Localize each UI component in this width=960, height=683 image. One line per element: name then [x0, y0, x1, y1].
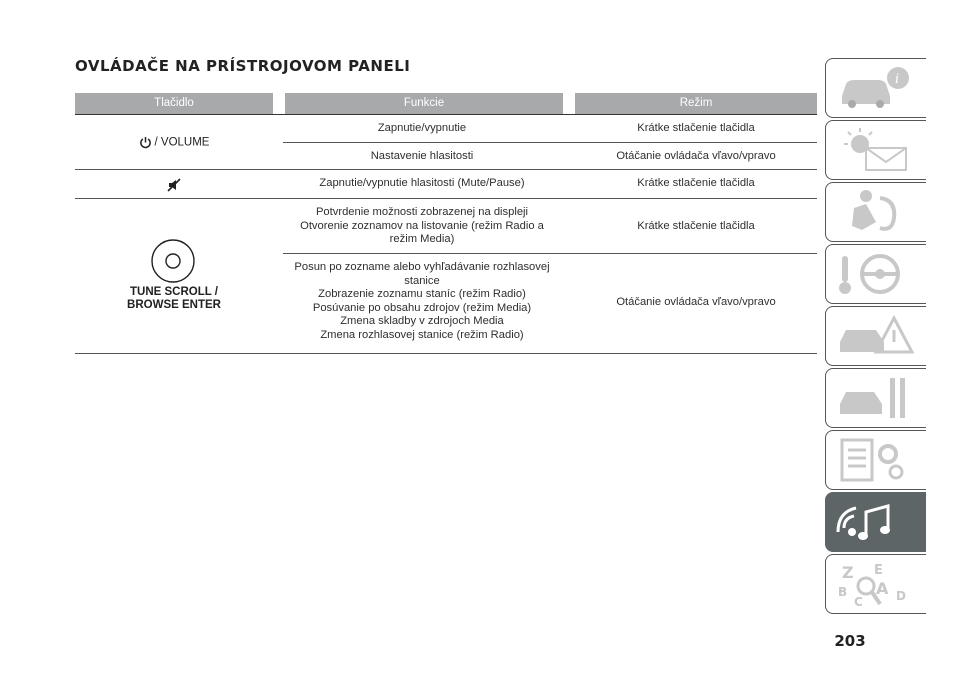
table-cell	[283, 261, 561, 342]
svg-text:i: i	[895, 72, 900, 87]
page-number: 203	[834, 632, 866, 650]
browse-enter-label: BROWSE ENTER	[127, 299, 221, 311]
knob-icon	[150, 238, 196, 284]
key-steering-wheel-icon	[836, 250, 914, 298]
table-cell: Krátke stlačenie tlačidla	[637, 122, 755, 134]
table-cell: Zapnutie/vypnutie	[377, 122, 467, 134]
table-cell: Krátke stlačenie tlačidla	[637, 177, 755, 189]
header-function: Funkcie	[285, 93, 563, 114]
table-cell: Zapnutie/vypnutie hlasitosti (Mute/Pause)	[319, 177, 525, 189]
svg-text:A: A	[876, 579, 889, 598]
text-line: Zobrazenie zoznamu staníc (režim Radio)	[318, 288, 526, 300]
row-divider	[75, 353, 817, 354]
text-line: Otvorenie zoznamov na listovanie (režim Radio a	[300, 219, 544, 232]
text-line: Posun po zozname alebo vyhľadávanie rozhlasovej	[294, 261, 550, 273]
alphabetical-index-icon	[836, 560, 914, 608]
text-line: Potvrdenie možnosti zobrazenej na displeji	[315, 206, 529, 218]
row-divider	[283, 142, 817, 143]
row-divider	[75, 114, 817, 115]
table-cell: Otáčanie ovládača vľavo/vpravo	[616, 296, 776, 308]
text-line: režim Media)	[389, 233, 455, 245]
car-crash-warning-icon	[836, 312, 914, 360]
specs-gear-icon	[836, 436, 914, 484]
table-cell	[283, 206, 561, 247]
row-divider	[283, 253, 817, 254]
mute-icon	[166, 177, 182, 193]
text-line: Posúvanie po obsahu zdrojov (režim Media)	[312, 301, 532, 314]
table-header	[75, 93, 817, 114]
text-line: stanice	[404, 274, 440, 287]
car-wrench-icon	[836, 374, 914, 422]
power-icon	[139, 136, 152, 149]
text-line: Zmena skladby v zdrojoch Media	[340, 315, 504, 327]
tab-warning-lights[interactable]	[825, 120, 926, 180]
svg-text:C: C	[854, 595, 863, 608]
tab-index[interactable]	[825, 554, 926, 614]
tab-starting-driving[interactable]	[825, 244, 926, 304]
multimedia-music-icon	[836, 498, 914, 546]
header-mode: Režim	[575, 93, 817, 114]
tab-safety[interactable]	[825, 182, 926, 242]
svg-text:E: E	[874, 563, 883, 578]
svg-text:Z: Z	[842, 563, 854, 582]
page-title: OVLÁDAČE NA PRÍSTROJOVOM PANELI	[75, 57, 411, 75]
table-row	[75, 136, 273, 150]
tune-scroll-label: TUNE SCROLL /	[130, 286, 218, 298]
table-cell: Nastavenie hlasitosti	[370, 150, 474, 162]
text-line: Zmena rozhlasovej stanice (režim Radio)	[320, 328, 524, 341]
tab-technical-data[interactable]	[825, 430, 926, 490]
tab-car-info[interactable]	[825, 58, 926, 118]
tab-maintenance[interactable]	[825, 368, 926, 428]
tab-emergency[interactable]	[825, 306, 926, 366]
row-divider	[75, 198, 817, 199]
table-cell: Otáčanie ovládača vľavo/vpravo	[616, 150, 776, 162]
warning-light-message-icon	[836, 126, 914, 174]
svg-text:D: D	[896, 589, 906, 603]
car-info-icon	[836, 64, 914, 112]
tab-multimedia[interactable]	[825, 492, 926, 552]
header-button: Tlačidlo	[75, 93, 273, 114]
seat-airbag-icon	[836, 188, 914, 236]
table-cell: Krátke stlačenie tlačidla	[637, 220, 755, 232]
row-divider	[75, 169, 817, 170]
svg-text:B: B	[838, 585, 848, 599]
volume-label: / VOLUME	[154, 136, 210, 149]
